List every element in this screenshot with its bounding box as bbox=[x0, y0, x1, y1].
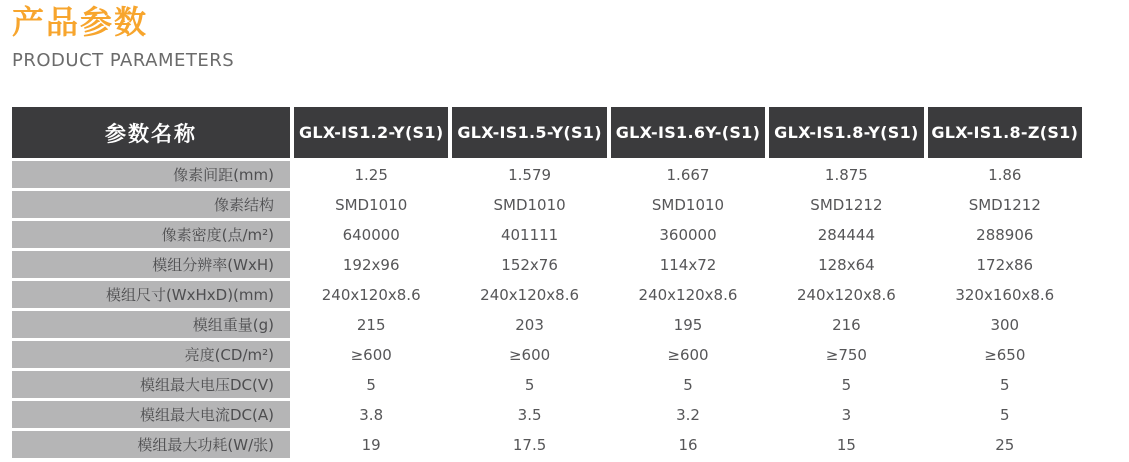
table-cell-value: 288906 bbox=[976, 225, 1034, 244]
row-label: 模组最大电流DC(A) bbox=[12, 401, 290, 428]
row-label: 模组分辨率(WxH) bbox=[12, 251, 290, 278]
column-header-model: GLX-IS1.5-Y(S1) bbox=[452, 107, 606, 158]
table-cell-value: 5 bbox=[683, 375, 693, 394]
table-cell-value: 15 bbox=[836, 435, 856, 454]
row-label: 亮度(CD/m²) bbox=[12, 341, 290, 368]
table-cell-value: 192x96 bbox=[342, 255, 400, 274]
table-cell-value: 216 bbox=[832, 315, 861, 334]
row-label: 模组重量(g) bbox=[12, 311, 290, 338]
table-cell-value: 16 bbox=[678, 435, 698, 454]
table-cell-value: 17.5 bbox=[512, 435, 547, 454]
table-cell-value: 5 bbox=[1000, 375, 1010, 394]
row-label: 模组最大功耗(W/张) bbox=[12, 431, 290, 458]
table-cell-value: 25 bbox=[995, 435, 1015, 454]
row-label: 像素密度(点/m²) bbox=[12, 221, 290, 248]
table-cell-value: 172x86 bbox=[976, 255, 1034, 274]
table-cell-value: ≥750 bbox=[825, 345, 867, 364]
table-cell-value: 240x120x8.6 bbox=[796, 285, 896, 304]
column-header-model: GLX-IS1.6Y-(S1) bbox=[611, 107, 765, 158]
table-cell-value: 284444 bbox=[817, 225, 876, 244]
table-cell-value: 360000 bbox=[659, 225, 717, 244]
table-cell-value: 401111 bbox=[500, 225, 559, 244]
table-cell-value: ≥600 bbox=[508, 345, 551, 364]
table-cell-value: 240x120x8.6 bbox=[480, 285, 580, 304]
product-parameters-table bbox=[12, 107, 1082, 458]
table-cell-value: 1.579 bbox=[508, 165, 552, 184]
table-cell-value: SMD1212 bbox=[810, 195, 883, 214]
table-cell-value: ≥600 bbox=[667, 345, 709, 364]
page-title: 产品参数 bbox=[12, 3, 149, 41]
table-cell-value: 3.5 bbox=[517, 405, 542, 424]
table-cell-value: 240x120x8.6 bbox=[321, 285, 421, 304]
table-cell-value: 203 bbox=[515, 315, 544, 334]
column-header-model: GLX-IS1.2-Y(S1) bbox=[294, 107, 448, 158]
table-cell-value: SMD1212 bbox=[968, 195, 1041, 214]
page-header bbox=[12, 0, 234, 71]
table-cell-value: SMD1010 bbox=[651, 195, 725, 214]
table-cell-value: 1.667 bbox=[666, 165, 710, 184]
table-cell-value: 5 bbox=[1000, 405, 1010, 424]
table-cell-value: 1.86 bbox=[988, 165, 1022, 184]
table-cell-value: SMD1010 bbox=[493, 195, 566, 214]
table-cell-value: 640000 bbox=[342, 225, 400, 244]
table-cell-value: 152x76 bbox=[501, 255, 558, 274]
table-cell-value: ≥600 bbox=[350, 345, 392, 364]
row-label: 模组最大电压DC(V) bbox=[12, 371, 290, 398]
table-cell-value: 5 bbox=[524, 375, 535, 394]
row-label: 像素间距(mm) bbox=[12, 161, 290, 188]
table-cell-value: 1.875 bbox=[824, 165, 868, 184]
table-cell-value: SMD1010 bbox=[335, 195, 408, 214]
row-label: 像素结构 bbox=[12, 191, 290, 218]
table-cell-value: 300 bbox=[990, 315, 1020, 334]
table-cell-value: 1.25 bbox=[354, 165, 388, 184]
table-cell-value: ≥650 bbox=[984, 345, 1026, 364]
table-cell-value: 3 bbox=[841, 405, 852, 424]
table-cell-value: 215 bbox=[356, 315, 386, 334]
table-cell-value: 5 bbox=[841, 375, 852, 394]
table-cell-value: 320x160x8.6 bbox=[955, 285, 1055, 304]
column-header-model: GLX-IS1.8-Y(S1) bbox=[769, 107, 923, 158]
table-cell-value: 128x64 bbox=[818, 255, 875, 274]
table-cell-value: 240x120x8.6 bbox=[638, 285, 738, 304]
row-label: 模组尺寸(WxHxD)(mm) bbox=[12, 281, 290, 308]
table-cell-value: 3.2 bbox=[676, 405, 700, 424]
table-cell-value: 114x72 bbox=[659, 255, 717, 274]
table-cell-value: 5 bbox=[366, 375, 376, 394]
table-cell-value: 19 bbox=[361, 435, 381, 454]
page-subtitle: PRODUCT PARAMETERS bbox=[12, 50, 235, 71]
column-header-model: GLX-IS1.8-Z(S1) bbox=[928, 107, 1082, 158]
column-header-parameter-name: 参数名称 bbox=[12, 107, 290, 158]
table-cell-value: 3.8 bbox=[359, 405, 384, 424]
table-cell-value: 195 bbox=[673, 315, 703, 334]
